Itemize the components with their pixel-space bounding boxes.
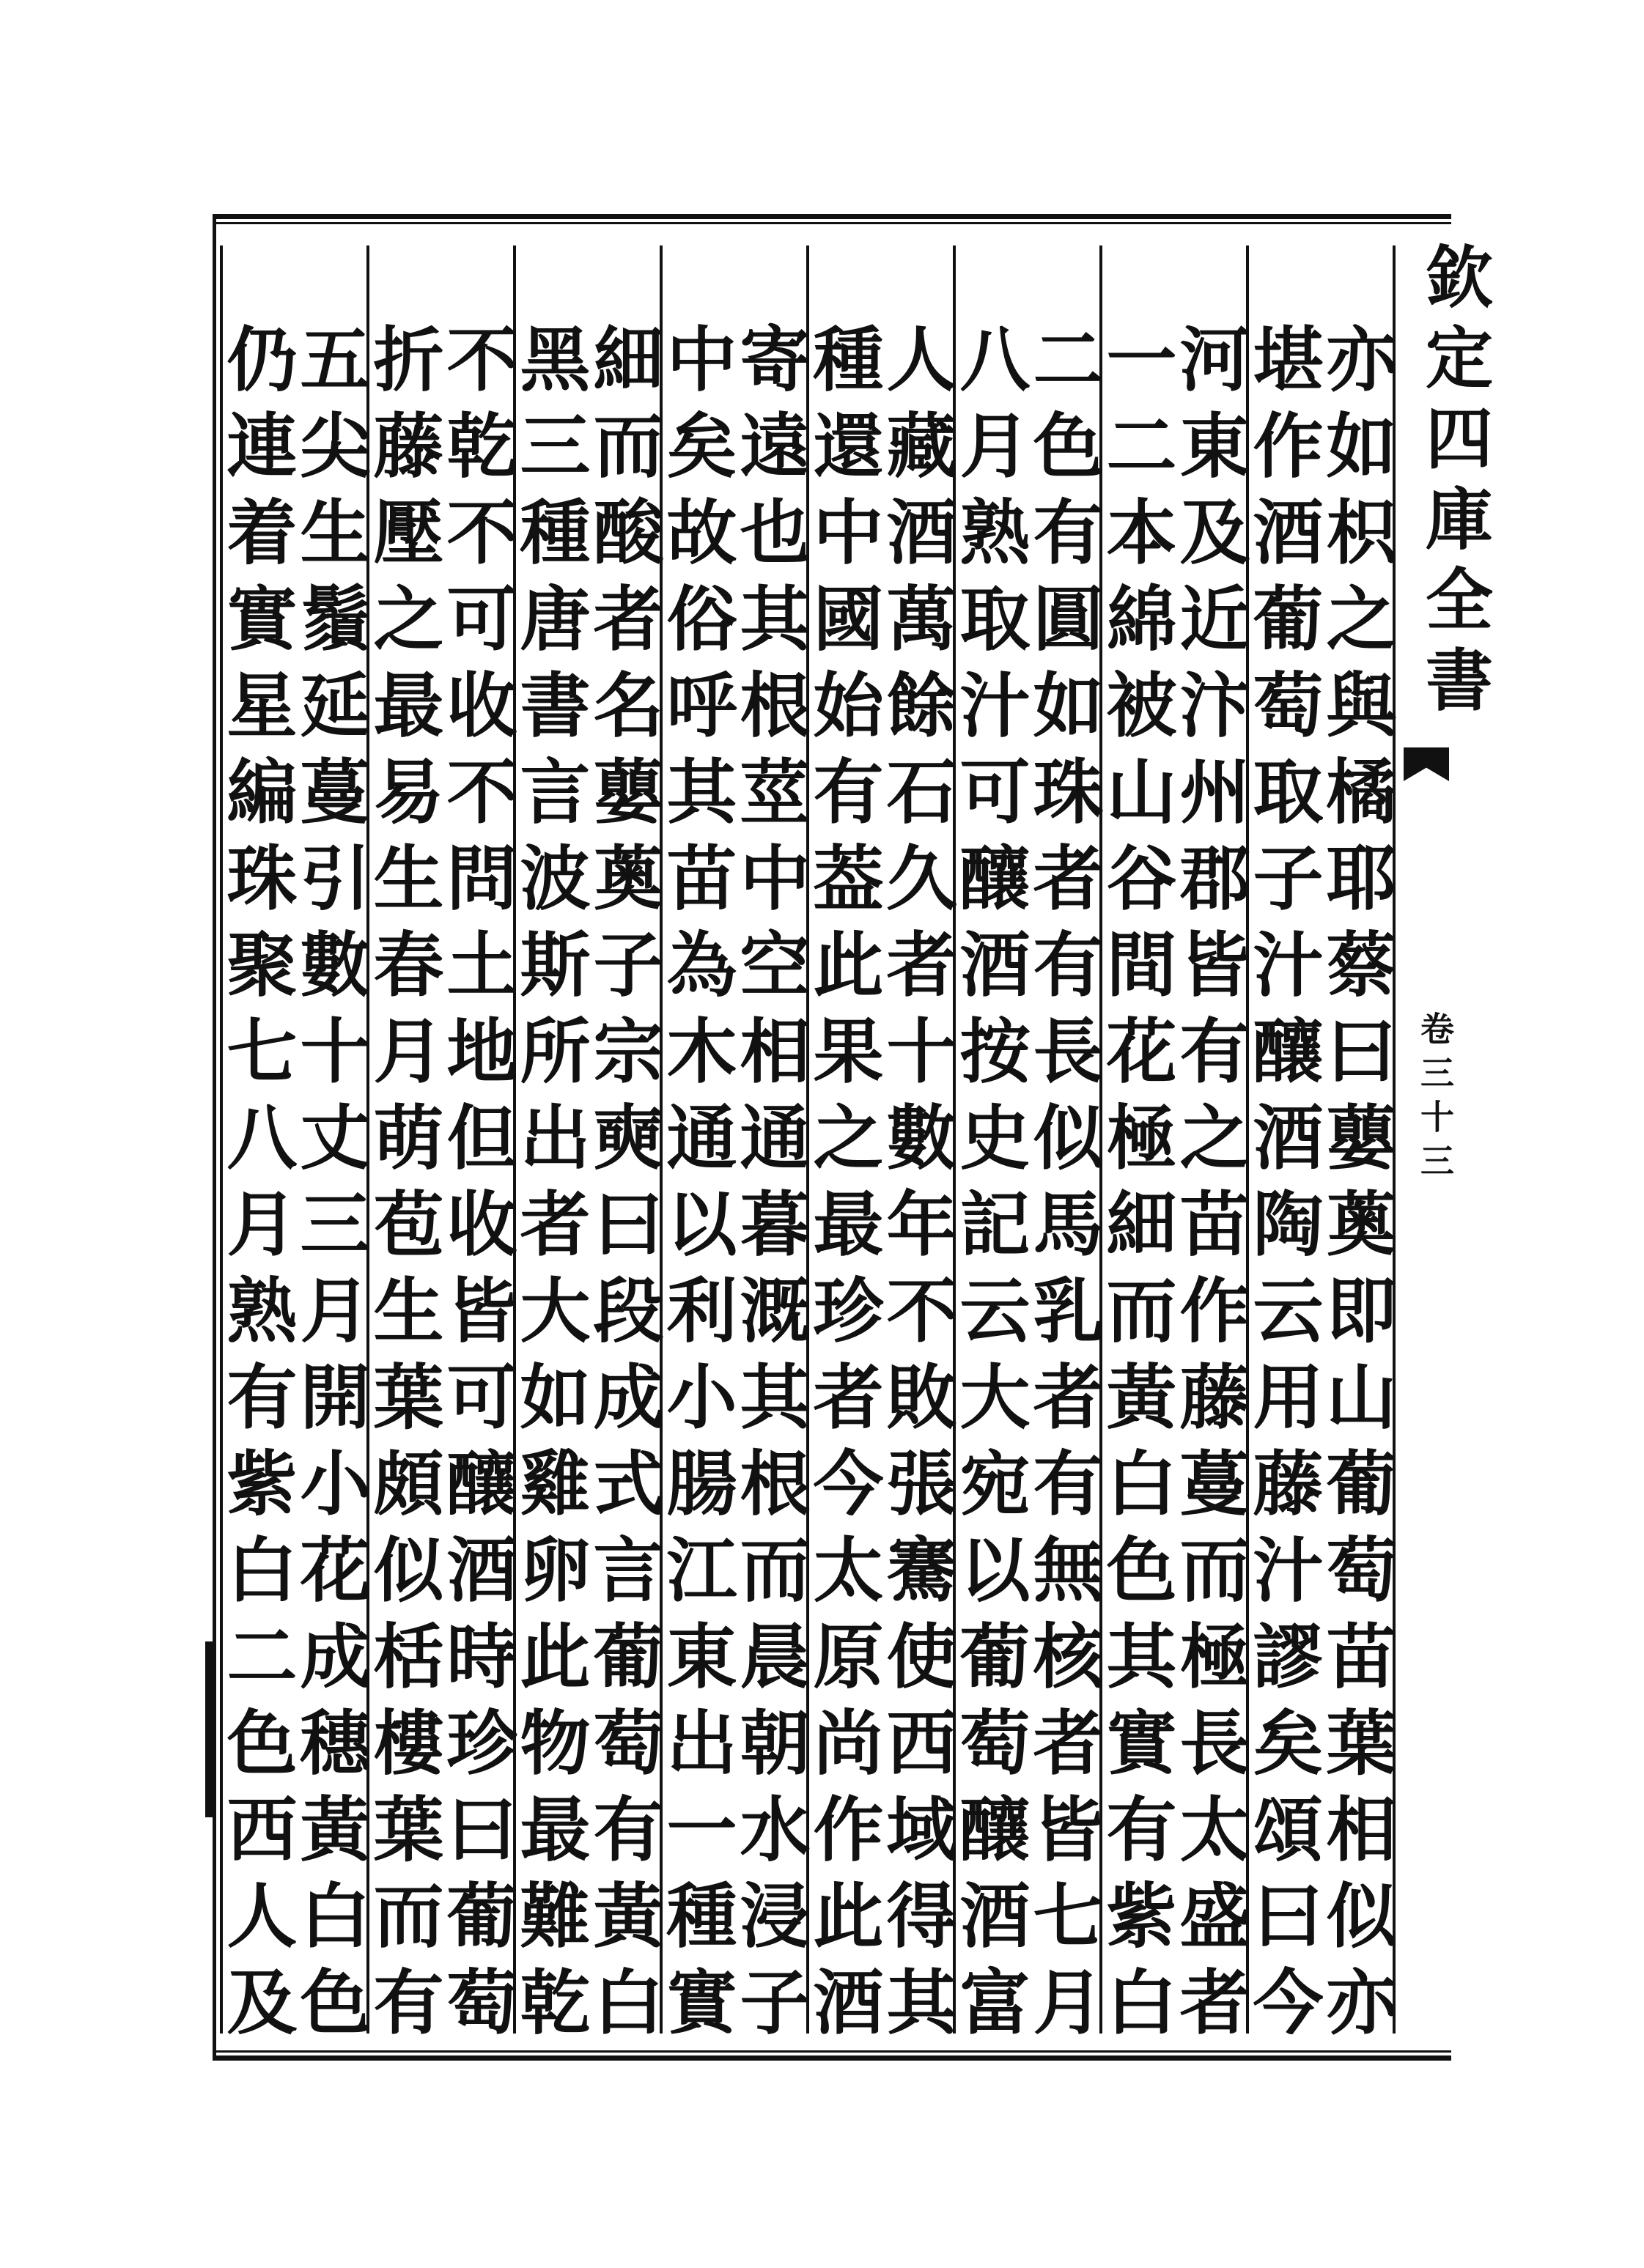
text-column: 仍連着實星編珠聚七八月熟有紫白二色西人及 [215,322,298,2052]
text-column: 五尖生鬚延蔓引數十丈三月開小花成穗黃白色 [289,322,372,2052]
top-border-rule [213,214,1451,224]
text-column: 一二本綿被山谷間花極細而黃白色其實有紫白 [1095,322,1178,2052]
text-column: 堪作酒葡萄取子汁釀酒陶云用藤汁謬矣頌曰今 [1242,322,1324,2052]
text-column: 中矣故俗呼其苗為木通以利小腸江東出一種實 [655,322,738,2052]
bottom-border-rule [213,2050,1451,2061]
text-column: 亦如枳之與橘耶蔡曰蘡薁即山葡萄苗葉相似亦 [1315,322,1398,2052]
volume-label: 卷三十三 [1415,1011,1455,1187]
text-column: 河東及近汴州郡皆有之苗作藤蔓而極長太盛者 [1168,322,1251,2052]
text-column: 種還中國始有葢此果之最珍者今太原尚作此酒 [802,322,885,2052]
text-column: 寄遠也其根莖中空相通暮溉其根而晨朝水浸子 [729,322,811,2052]
text-column: 二色有圓如珠者有長似馬乳者有無核者皆七月 [1022,322,1105,2052]
text-column: 不乾不可收不問土地但收皆可釀酒時珍曰葡萄 [435,322,518,2052]
text-column: 折藤壓之最易生春月萌苞生葉頗似栝樓葉而有 [362,322,445,2052]
text-column: 人藏酒萬餘石久者十數年不敗張騫使西域得其 [875,322,958,2052]
text-column: 八月熟取汁可釀酒按史記云大宛以葡萄釀酒富 [948,322,1031,2052]
text-column: 細而酸者名蘡薁子宗奭曰段成式言葡萄有黃白 [582,322,665,2052]
book-title: 欽定四庫全書 [1415,242,1494,725]
text-column: 黑三種唐書言波斯所出者大如雞卵此物最難乾 [509,322,591,2052]
